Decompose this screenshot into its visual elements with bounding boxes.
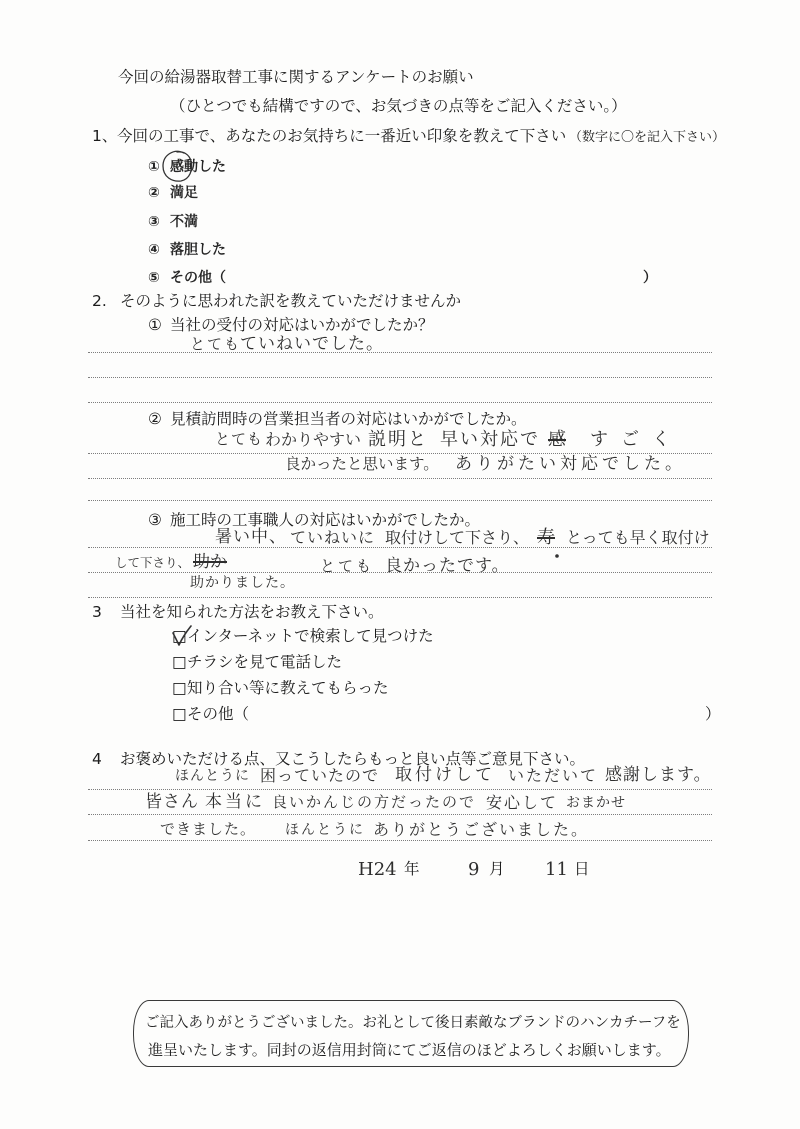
answer-line	[88, 500, 712, 501]
option-label: その他（	[170, 270, 226, 286]
answer-line	[88, 572, 712, 573]
crossed-out-text: 助か	[193, 552, 227, 572]
option-label: 満足	[170, 185, 198, 201]
handwritten-answer: ありがたい対応でした。	[455, 454, 686, 474]
handwritten-answer: とても	[190, 335, 242, 353]
handwritten-answer: 感謝します。	[605, 765, 712, 785]
option-label: 感動した	[170, 159, 226, 175]
handwritten-answer: 取付けして	[395, 765, 495, 785]
footer-notice-line: 進呈いたします。同封の返信用封筒にてご返信のほどよろしくお願いします。	[148, 1041, 671, 1059]
handwritten-answer: できました。	[160, 820, 257, 838]
question-text: そのように思われた訳を教えていただけませんか	[120, 292, 462, 310]
handwritten-answer: 困っていたので	[260, 766, 380, 785]
checkbox: □	[172, 653, 187, 671]
date-day-label: 日	[574, 860, 590, 878]
handwritten-answer: 暑い中、	[215, 527, 287, 547]
handwritten-answer: ありがとうございました。	[373, 820, 590, 839]
answer-line	[88, 377, 712, 378]
question-text: 今回の工事で、あなたのお気持ちに一番近い印象を教えて下さい	[117, 127, 567, 145]
question-text: お褒めいただける点、又こうしたらもっと良い点等ご意見下さい。	[120, 750, 586, 768]
checkbox-closing-paren: ）	[705, 705, 721, 723]
handwritten-answer: ほんとうに	[175, 768, 250, 784]
option-closing-paren: ）	[643, 270, 657, 286]
checkbox: □	[172, 705, 187, 723]
date-month-label: 月	[489, 860, 505, 878]
handwritten-answer: 助かりました。	[190, 575, 295, 591]
handwritten-answer: とっても早く取付け	[566, 528, 710, 547]
footer-notice-line: ご記入ありがとうございました。お礼として後日素敵なブランドのハンカチーフを	[145, 1015, 681, 1031]
sub-question-marker: ②	[148, 410, 162, 428]
crossed-out-text: 感	[548, 429, 566, 450]
handwritten-answer: ほんとうに	[285, 822, 365, 838]
option-marker: ②	[148, 185, 160, 201]
ink-dot	[555, 554, 559, 558]
option-marker: ④	[148, 242, 160, 258]
handwritten-answer: して下さり、	[115, 555, 191, 570]
answer-line	[88, 547, 712, 548]
question-number: 4	[92, 750, 102, 768]
checkbox-label: チラシを見て電話した	[187, 653, 343, 671]
question-number: 3	[92, 603, 102, 621]
date-year-label: 年	[404, 860, 420, 878]
handwritten-answer: 良かったです。	[385, 556, 510, 576]
answer-line	[88, 814, 712, 815]
question-number: 2.	[92, 292, 107, 310]
date-year-value: H24	[358, 859, 397, 880]
handwritten-answer: すごく	[590, 429, 683, 450]
handwritten-answer: 皆さん	[145, 792, 199, 812]
handwritten-answer: ていねいでした。	[240, 334, 384, 354]
handwritten-answer: 早い対応で	[440, 429, 540, 450]
survey-subtitle: （ひとつでも結構ですので、お気づきの点等をご記入ください。）	[170, 97, 627, 115]
sub-question-text: 施工時の工事職人の対応はいかがでしたか。	[170, 511, 481, 529]
handwritten-answer: ていねいに	[290, 528, 376, 547]
answer-line	[88, 478, 712, 479]
handwritten-answer: 本当に	[205, 792, 265, 812]
date-day-value: 11	[545, 859, 568, 880]
date-month-value: 9	[468, 859, 480, 880]
sub-question-text: 見積訪問時の営業担当者の対応はいかがでしたか。	[170, 410, 527, 428]
option-marker: ③	[148, 214, 160, 230]
handwritten-answer: 安心して	[486, 793, 559, 812]
handwritten-answer: おまかせ	[566, 795, 626, 811]
answer-line	[88, 597, 712, 598]
handwritten-answer: とても	[320, 557, 375, 575]
option-label: 不満	[170, 214, 198, 230]
option-label: 落胆した	[170, 242, 226, 258]
checkbox: □	[172, 627, 187, 645]
sub-question-marker: ③	[148, 511, 162, 529]
answer-line	[88, 840, 712, 841]
question-text: 当社を知られた方法をお教え下さい。	[120, 603, 384, 621]
question-note: （数字に〇を記入下さい）	[569, 130, 726, 145]
checkbox-label: インターネットで検索して見つけた	[187, 627, 434, 645]
survey-title: 今回の給湯器取替工事に関するアンケートのお願い	[118, 68, 474, 86]
handwritten-answer: 取付けして下さり、	[385, 528, 530, 547]
handwritten-answer: 良いかんじの方だったので	[272, 793, 477, 811]
handwritten-answer: わかりやすい	[265, 430, 362, 449]
sub-question-marker: ①	[148, 316, 162, 334]
checkbox-label: その他（	[187, 705, 250, 723]
checkbox-label: 知り合い等に教えてもらった	[187, 679, 389, 697]
handwritten-answer: 良かったと思います。	[285, 455, 439, 473]
checkbox: □	[172, 679, 187, 697]
question-number: 1、	[92, 127, 118, 145]
sub-question-text: 当社の受付の対応はいかがでしたか？	[170, 316, 434, 334]
handwritten-answer: とても	[215, 430, 264, 448]
answer-line	[88, 402, 712, 403]
option-marker: ①	[148, 159, 160, 175]
answer-line	[88, 789, 712, 790]
option-marker: ⑤	[148, 270, 160, 286]
handwritten-answer: いただいて	[508, 766, 599, 785]
crossed-out-text: 寿	[537, 527, 555, 548]
handwritten-answer: 説明と	[368, 429, 428, 450]
answer-line	[88, 352, 712, 353]
